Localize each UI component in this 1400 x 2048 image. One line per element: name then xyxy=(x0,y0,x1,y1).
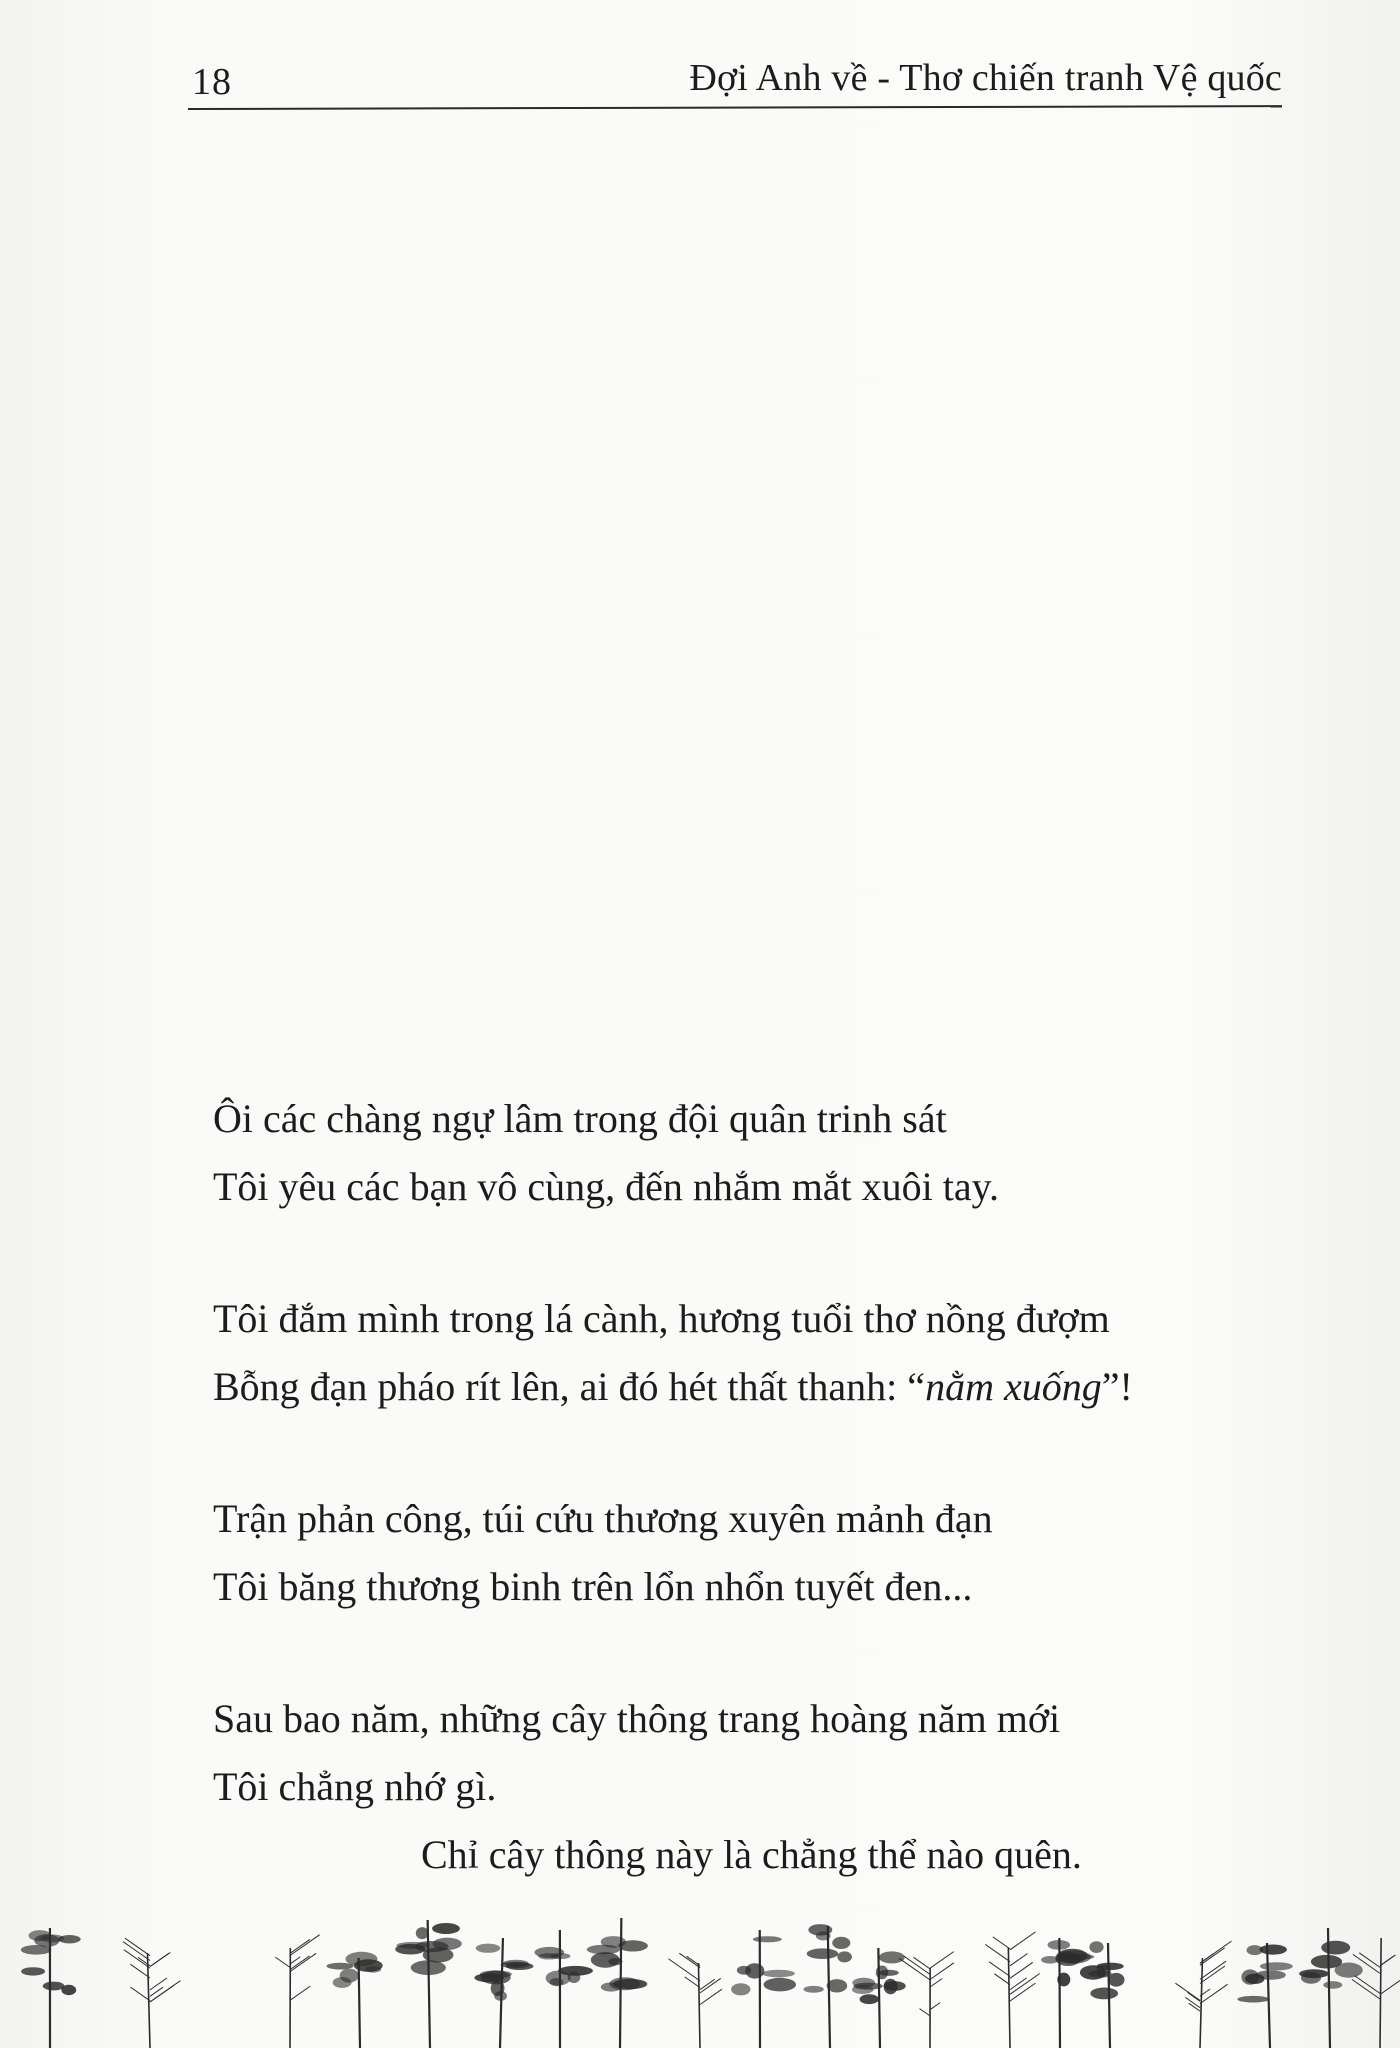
bare-branch xyxy=(275,1957,290,1967)
pine-needle-cluster xyxy=(1097,1963,1124,1970)
bare-branch xyxy=(1200,1948,1225,1965)
pine-needle-cluster xyxy=(476,1944,501,1953)
pine-needle-cluster xyxy=(745,1963,764,1978)
pine-needle-cluster xyxy=(1335,1963,1363,1978)
bare-branch xyxy=(1010,1932,1036,1950)
bare-branch xyxy=(290,1935,320,1956)
poem-line: Sau bao năm, những cây thông trang hoàng năm mới xyxy=(213,1696,1061,1741)
pine-needle-cluster xyxy=(1323,1981,1342,1989)
bare-branch xyxy=(993,1937,1010,1949)
pine-needle-cluster xyxy=(807,1948,839,1959)
pine-needle-cluster xyxy=(327,1963,354,1970)
bare-branch xyxy=(1010,1954,1028,1966)
poem-line: Tôi băng thương binh trên lổn nhổn tuyết đen... xyxy=(213,1564,973,1609)
bare-branch xyxy=(685,1977,700,1988)
pine-needle-cluster xyxy=(503,1960,529,1967)
pine-needle-cluster xyxy=(1241,1969,1258,1984)
stanza-3 xyxy=(213,1485,1313,1621)
bare-branch xyxy=(123,1942,150,1961)
stanza-1 xyxy=(213,1085,1313,1221)
pine-needle-cluster xyxy=(1237,1996,1269,2003)
pine-needle-cluster xyxy=(340,1969,359,1983)
pine-needle-cluster xyxy=(860,1994,879,2004)
tree-trunk xyxy=(428,1920,430,2048)
pine-needle-cluster xyxy=(1090,1988,1118,2000)
tree-trunk xyxy=(878,1948,880,2048)
bare-branch xyxy=(1200,1961,1226,1979)
bare-branch xyxy=(930,2003,940,2010)
pine-needle-cluster xyxy=(1048,1940,1071,1950)
pine-needle-cluster xyxy=(411,1960,446,1975)
pine-needle-cluster xyxy=(1041,1956,1059,1964)
tree-trunk xyxy=(1267,1943,1270,2048)
tree-trunk xyxy=(698,1963,700,2048)
pine-needle-cluster xyxy=(618,1940,648,1951)
bare-branch xyxy=(914,1957,931,1969)
bare-branch xyxy=(1380,1975,1400,1994)
page-number: 18 xyxy=(192,61,232,103)
poem-line: Ôi các chàng ngự lâm trong đội quân trinh sát xyxy=(213,1096,947,1141)
pine-needle-cluster xyxy=(58,1935,81,1943)
bare-branch xyxy=(130,1987,150,2001)
pine-needle-cluster xyxy=(832,1937,850,1949)
pine-needle-cluster xyxy=(61,1985,76,1995)
bare-branch xyxy=(150,1953,169,1966)
pine-needle-cluster xyxy=(753,1936,782,1942)
pine-needle-cluster xyxy=(764,1978,796,1992)
quoted-command: nằm xuống xyxy=(925,1364,1102,1409)
bare-branch xyxy=(290,1956,310,1970)
pine-needle-cluster xyxy=(1057,1973,1070,1987)
pine-needle-cluster xyxy=(550,1978,564,1986)
bare-branch xyxy=(290,1939,310,1953)
quote-trail-text: ”! xyxy=(1101,1364,1133,1409)
bare-branch xyxy=(1359,1953,1380,1968)
page-header xyxy=(188,52,1282,108)
pine-needle-cluster xyxy=(21,1945,52,1955)
pine-needle-cluster xyxy=(803,1986,823,1993)
bare-branch xyxy=(904,1956,930,1975)
pine-needle-cluster xyxy=(731,1983,750,1995)
pine-needle-cluster xyxy=(827,1979,848,1992)
poem-line: Tôi yêu các bạn vô cùng, đến nhắm mắt xuôi tay. xyxy=(213,1164,1000,1209)
pine-needle-cluster xyxy=(1301,1972,1321,1984)
pine-needle-cluster xyxy=(416,1927,429,1939)
pine-needle-cluster xyxy=(852,1978,875,1988)
bare-branch xyxy=(150,1978,167,1990)
bare-branch xyxy=(1380,1955,1396,1966)
bare-branch xyxy=(1355,1976,1381,1994)
poem-line: Tôi đắm mình trong lá cành, hương tuổi thơ nồng đượm xyxy=(213,1296,1110,1341)
pine-needle-cluster xyxy=(884,1981,906,1991)
pine-needle-cluster xyxy=(587,1945,620,1954)
tree-trunk xyxy=(359,1958,360,2048)
pine-needle-cluster xyxy=(816,1931,831,1940)
bare-branch xyxy=(1010,1962,1033,1978)
pine-needle-cluster xyxy=(494,1991,507,2001)
stanza-2 xyxy=(213,1285,1313,1421)
bare-branch xyxy=(290,1986,310,2000)
pine-needle-cluster xyxy=(1255,1970,1285,1980)
pine-needle-cluster xyxy=(1260,1945,1287,1955)
bare-branch xyxy=(1352,1979,1380,1999)
pine-needle-cluster xyxy=(1057,1949,1087,1963)
pine-needle-cluster xyxy=(613,1979,647,1989)
pine-needle-cluster xyxy=(762,1970,795,1978)
pine-needle-cluster xyxy=(365,1966,381,1972)
bare-branch xyxy=(1200,1984,1228,2003)
pine-needle-cluster xyxy=(1108,1973,1125,1987)
bare-branch xyxy=(1189,2003,1200,2011)
pine-needle-cluster xyxy=(423,1947,454,1962)
pine-needle-cluster xyxy=(43,1982,65,1991)
pine-needle-cluster xyxy=(480,1970,512,1978)
poem-line-indented: Chỉ cây thông này là chẳng thể nào quên. xyxy=(421,1832,1082,1877)
pine-needle-cluster xyxy=(1260,1962,1293,1970)
bare-branch xyxy=(1200,1966,1225,1984)
pine-needle-cluster xyxy=(432,1923,460,1934)
quote-lead-text: Bỗng đạn pháo rít lên, ai đó hét thất thanh: “ xyxy=(213,1364,926,1409)
poem-line-with-quote xyxy=(213,1353,1313,1421)
bare-branch xyxy=(994,1974,1010,1985)
pine-needle-cluster xyxy=(879,1951,905,1963)
bare-branch xyxy=(899,1958,930,1980)
pine-needle-cluster xyxy=(558,1966,593,1976)
poem-line: Tôi chẳng nhớ gì. xyxy=(213,1764,497,1809)
tree-trunk xyxy=(1008,1948,1010,2048)
poem-line: Trận phản công, túi cứu thương xuyên mảnh đạn xyxy=(213,1496,993,1541)
bare-branch xyxy=(989,1962,1010,1977)
bare-branch xyxy=(1175,1983,1200,2000)
bare-branch xyxy=(700,1978,721,1993)
pine-needle-cluster xyxy=(1088,1970,1112,1977)
bare-branch xyxy=(920,2009,931,2016)
bare-branch xyxy=(687,1956,700,1965)
pine-needle-cluster xyxy=(608,1958,622,1965)
pine-needle-cluster xyxy=(1321,1941,1350,1955)
pine-needle-cluster xyxy=(1089,1941,1103,1953)
bare-branch xyxy=(679,1953,700,1968)
poem xyxy=(213,1085,1313,1953)
pine-needle-cluster xyxy=(837,1951,852,1962)
pine-needle-cluster xyxy=(535,1947,565,1958)
stanza-4 xyxy=(213,1685,1313,1889)
bare-branch xyxy=(930,1979,942,1987)
bare-branch xyxy=(985,1944,1010,1961)
pine-needle-cluster xyxy=(34,1934,59,1947)
bare-branch xyxy=(290,1953,316,1971)
bare-branch xyxy=(700,1989,722,2004)
pine-needle-cluster xyxy=(876,1966,888,1980)
pine-forest-silhouette-icon xyxy=(0,1900,1400,2048)
pine-needle-cluster xyxy=(21,1967,45,1975)
running-title: Đợi Anh về - Thơ chiến tranh Vệ quốc xyxy=(689,57,1282,99)
